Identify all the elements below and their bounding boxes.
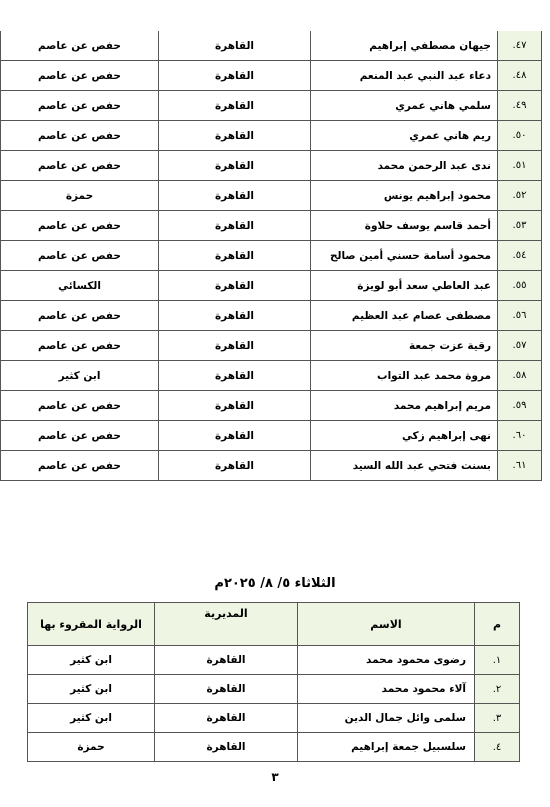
row-riwaya: ابن كثير	[28, 646, 155, 675]
participants-table-body	[28, 646, 520, 762]
row-number: ٥٧.	[498, 331, 542, 361]
row-number: ٢.	[475, 675, 520, 704]
row-directorate: القاهرة	[159, 31, 311, 61]
row-directorate: القاهرة	[159, 361, 311, 391]
row-riwaya: حفص عن عاصم	[1, 31, 159, 61]
row-directorate: القاهرة	[155, 675, 298, 704]
row-directorate: القاهرة	[159, 61, 311, 91]
row-name: جيهان مصطفي إبراهيم	[311, 31, 498, 61]
row-number: ٥٩.	[498, 391, 542, 421]
row-riwaya: حفص عن عاصم	[1, 331, 159, 361]
table-row	[1, 271, 542, 301]
row-number: ٤٨.	[498, 61, 542, 91]
row-riwaya: حفص عن عاصم	[1, 301, 159, 331]
row-riwaya: حمزة	[1, 181, 159, 211]
row-name: سلسبيل جمعة إبراهيم	[298, 733, 475, 762]
row-number: ٥١.	[498, 151, 542, 181]
row-name: مروة محمد عبد التواب	[311, 361, 498, 391]
row-name: رضوى محمود محمد	[298, 646, 475, 675]
table-row	[28, 675, 520, 704]
row-number: ٤.	[475, 733, 520, 762]
row-name: نهى إبراهيم زكي	[311, 421, 498, 451]
row-number: ٤٧.	[498, 31, 542, 61]
row-riwaya: حفص عن عاصم	[1, 61, 159, 91]
row-riwaya: حفص عن عاصم	[1, 451, 159, 481]
table-row	[1, 301, 542, 331]
row-riwaya: حفص عن عاصم	[1, 121, 159, 151]
session-date-heading: الثلاثاء ٥/ ٨/ ٢٠٢٥م	[214, 576, 336, 591]
row-name: سلمى وائل جمال الدين	[298, 704, 475, 733]
table-row	[1, 421, 542, 451]
row-name: بسنت فتحي عبد الله السيد	[311, 451, 498, 481]
row-number: ٥٦.	[498, 301, 542, 331]
row-name: محمود أسامة حسني أمين صالح	[311, 241, 498, 271]
row-riwaya: حفص عن عاصم	[1, 421, 159, 451]
header-num: م	[475, 603, 520, 646]
row-name: دعاء عبد النبي عبد المنعم	[311, 61, 498, 91]
table-row	[1, 151, 542, 181]
row-riwaya: حفص عن عاصم	[1, 241, 159, 271]
row-number: ٥٨.	[498, 361, 542, 391]
row-directorate: القاهرة	[155, 646, 298, 675]
row-riwaya: الكسائي	[1, 271, 159, 301]
table-row	[28, 646, 520, 675]
row-directorate: القاهرة	[159, 181, 311, 211]
header-riwaya: الرواية المقروء بها	[28, 603, 155, 646]
row-directorate: القاهرة	[159, 331, 311, 361]
row-number: ١.	[475, 646, 520, 675]
row-name: مريم إبراهيم محمد	[311, 391, 498, 421]
row-name: ندى عبد الرحمن محمد	[311, 151, 498, 181]
row-number: ٥٥.	[498, 271, 542, 301]
row-directorate: القاهرة	[159, 391, 311, 421]
table-row	[28, 733, 520, 762]
row-directorate: القاهرة	[159, 451, 311, 481]
row-number: ٥٢.	[498, 181, 542, 211]
row-riwaya: حفص عن عاصم	[1, 391, 159, 421]
row-riwaya: ابن كثير	[28, 675, 155, 704]
row-number: ٦٠.	[498, 421, 542, 451]
table-row	[1, 211, 542, 241]
row-number: ٣.	[475, 704, 520, 733]
header-name: الاسم	[298, 603, 475, 646]
table-row	[1, 361, 542, 391]
table-row	[1, 121, 542, 151]
row-number: ٥٠.	[498, 121, 542, 151]
row-number: ٤٩.	[498, 91, 542, 121]
row-name: مصطفى عصام عبد العظيم	[311, 301, 498, 331]
page-number: ٣	[271, 770, 279, 784]
row-directorate: القاهرة	[159, 271, 311, 301]
row-directorate: القاهرة	[159, 421, 311, 451]
row-name: عبد العاطي سعد أبو لويزة	[311, 271, 498, 301]
participants-table-body	[1, 31, 542, 481]
row-name: محمود إبراهيم يونس	[311, 181, 498, 211]
header-directorate: المديرية	[155, 603, 298, 646]
participants-table-day	[27, 602, 520, 762]
row-riwaya: حفص عن عاصم	[1, 151, 159, 181]
row-number: ٥٤.	[498, 241, 542, 271]
row-directorate: القاهرة	[159, 301, 311, 331]
row-name: ريم هاني عمري	[311, 121, 498, 151]
row-riwaya: حمزة	[28, 733, 155, 762]
row-directorate: القاهرة	[159, 211, 311, 241]
table-row	[1, 181, 542, 211]
row-directorate: القاهرة	[159, 241, 311, 271]
row-directorate: القاهرة	[155, 733, 298, 762]
row-name: أحمد قاسم يوسف حلاوة	[311, 211, 498, 241]
row-riwaya: حفص عن عاصم	[1, 91, 159, 121]
row-directorate: القاهرة	[155, 704, 298, 733]
row-directorate: القاهرة	[159, 151, 311, 181]
row-name: سلمي هاني عمري	[311, 91, 498, 121]
row-riwaya: حفص عن عاصم	[1, 211, 159, 241]
table-header-row	[28, 603, 520, 646]
row-number: ٥٣.	[498, 211, 542, 241]
row-directorate: القاهرة	[159, 121, 311, 151]
row-directorate: القاهرة	[159, 91, 311, 121]
row-name: آلاء محمود محمد	[298, 675, 475, 704]
table-row	[1, 241, 542, 271]
row-riwaya: ابن كثير	[28, 704, 155, 733]
row-riwaya: ابن كثير	[1, 361, 159, 391]
table-row	[1, 391, 542, 421]
table-row	[1, 451, 542, 481]
table-row	[1, 91, 542, 121]
row-number: ٦١.	[498, 451, 542, 481]
table-row	[28, 704, 520, 733]
table-row	[1, 331, 542, 361]
table-row	[1, 61, 542, 91]
row-name: رقية عزت جمعة	[311, 331, 498, 361]
participants-table-continued	[0, 31, 542, 481]
table-row	[1, 31, 542, 61]
